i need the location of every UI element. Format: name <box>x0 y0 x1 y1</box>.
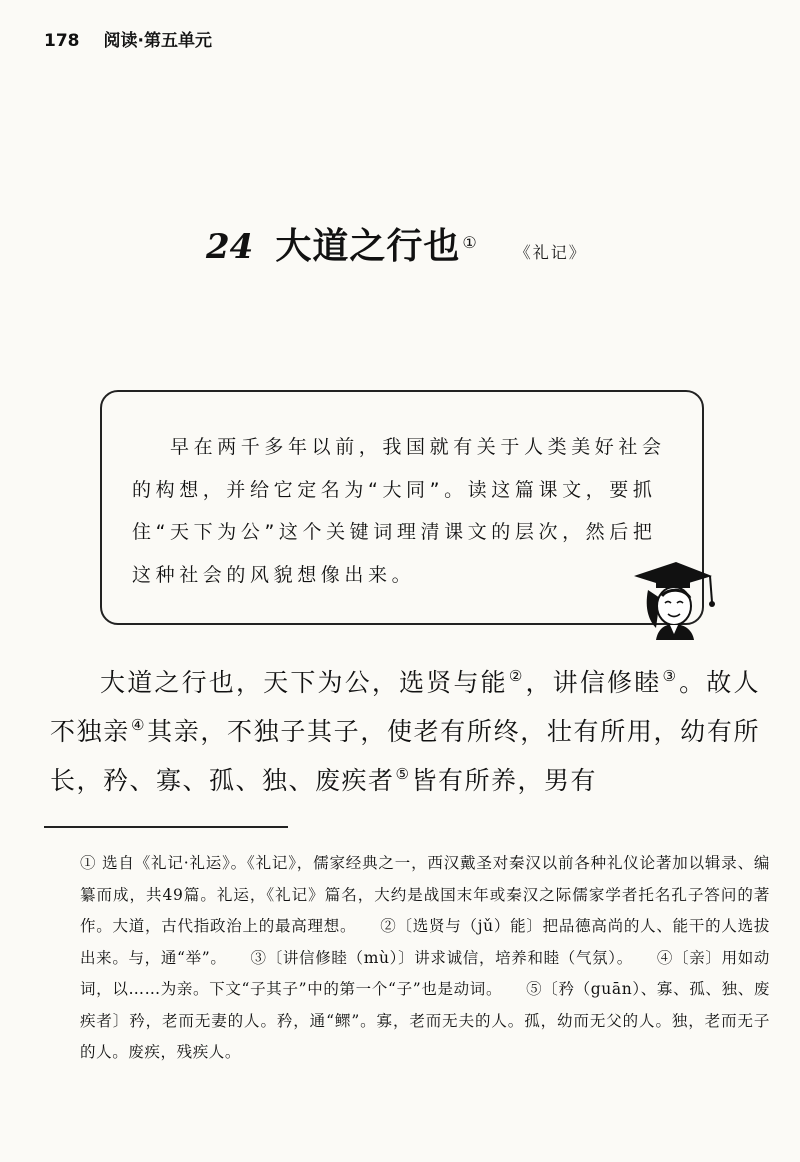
lesson-number: 24 <box>206 227 254 267</box>
reading-prompt-text: 早在两千多年以前，我国就有关于人类美好社会的构想，并给它定名为“大同”。读这篇课文，要抓住“天下为公”这个关键词理清课文的层次，然后把这种社会的风貌想像出来。 <box>132 436 666 586</box>
note-mark-5: ⑤ <box>395 765 411 783</box>
lesson-title-row <box>206 218 587 269</box>
footnotes <box>80 848 770 1069</box>
footnote-5: ⑤〔矜（guān）、寡、孤、独、废疾者〕矜，老而无妻的人。矜，通“鳏”。寡，老而无夫的人。孤，幼而无父的人。独，老而无子的人。废疾，残疾人。 <box>80 980 770 1061</box>
lesson-source: 《礼记》 <box>514 243 587 262</box>
lesson-title: 大道之行也 <box>275 226 461 267</box>
main-text-segment: ，讲信修睦 <box>525 668 662 697</box>
note-mark-4: ④ <box>130 716 147 734</box>
footnote-4: ④〔亲〕用如动词，以……为亲。下文“子其子”中的第一个“子”也是动词。 <box>80 948 771 998</box>
page-number: 178 <box>44 31 80 51</box>
main-text-segment: 大道之行也，天下为公，选贤与能 <box>100 668 508 697</box>
main-text-segment: 其亲，不独子其子，使老有所终，壮有所用，幼有所长，矜、寡、孤、独、废疾者 <box>50 717 760 795</box>
footnote-divider <box>44 826 288 828</box>
footnote-2: ②〔选贤与（jǔ）能〕把品德高尚的人、能干的人选拔出来。与，通“举”。 <box>80 917 771 967</box>
footnote-3: ③〔讲信修睦（mù）〕讲求诚信，培养和睦（气氛）。 <box>250 948 633 967</box>
main-text <box>50 660 760 807</box>
footnote-1: ① 选自《礼记·礼运》。《礼记》，儒家经典之一，西汉戴圣对秦汉以前各种礼仪论著加以辑录、编纂而成，共49篇。礼运，《礼记》篇名，大约是战国末年或秦汉之际儒家学者托名孔子答问的著作。大道，古代指政治上的最高理想。 <box>80 854 770 935</box>
main-text-segment: 。故人不独亲 <box>50 668 760 746</box>
main-text-segment: 皆有所养，男有 <box>411 766 597 795</box>
note-mark-3: ③ <box>662 667 679 685</box>
title-note-mark: ① <box>462 233 477 252</box>
section-title: 阅读·第五单元 <box>103 31 212 51</box>
running-head <box>44 26 212 51</box>
student-cartoon-icon <box>626 548 718 640</box>
note-mark-2: ② <box>508 667 525 685</box>
reading-prompt-box <box>100 390 704 625</box>
